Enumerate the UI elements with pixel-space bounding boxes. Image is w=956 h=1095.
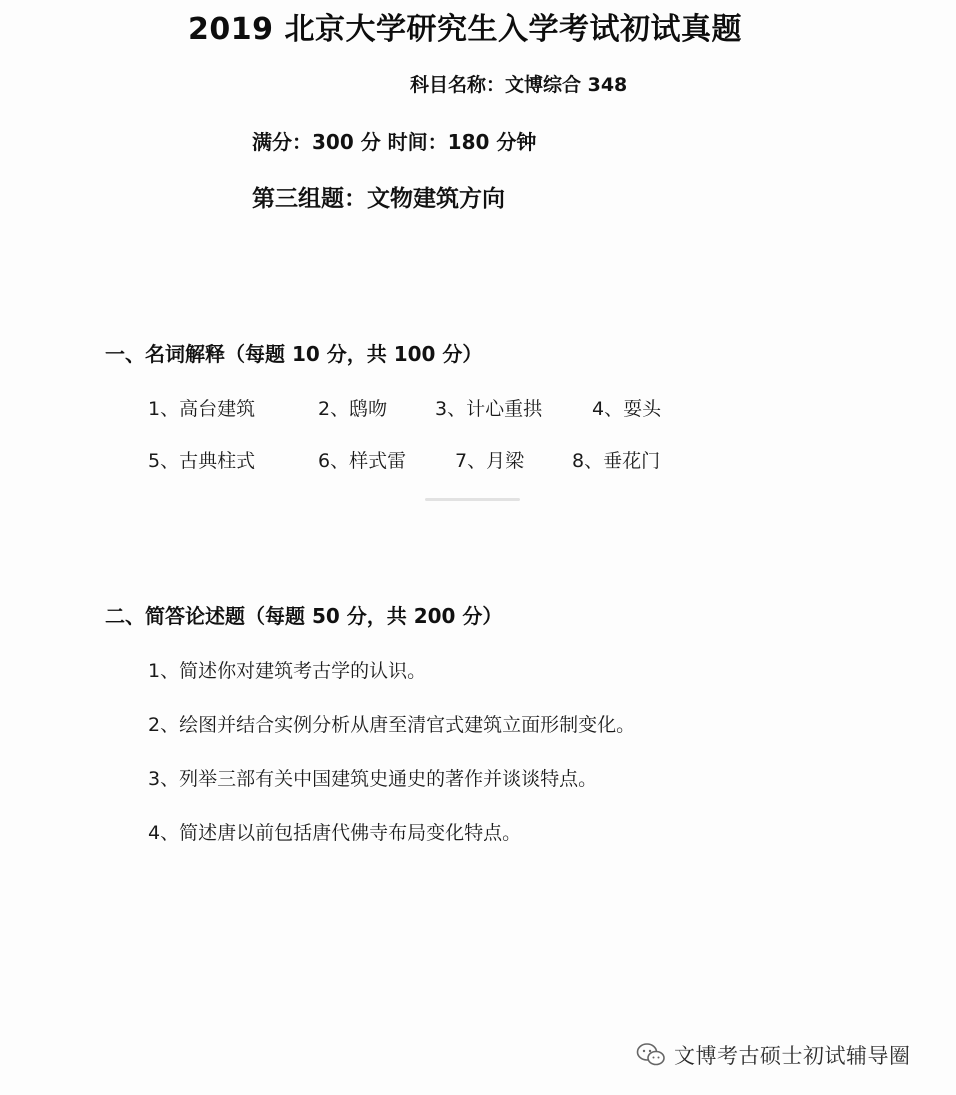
term-item: 6、样式雷: [318, 450, 407, 472]
page-title: 2019 北京大学研究生入学考试初试真题: [188, 12, 742, 47]
score-time-line: 满分：300 分 时间：180 分钟: [252, 130, 537, 154]
subject-line: 科目名称：文博综合 348: [410, 74, 628, 96]
term-item: 5、古典柱式: [148, 450, 256, 472]
wechat-icon: [636, 1042, 666, 1068]
section2-heading: 二、简答论述题（每题 50 分，共 200 分）: [105, 604, 503, 628]
scan-smudge: [425, 498, 520, 501]
term-item: 8、垂花门: [572, 450, 661, 472]
term-item: 3、计心重拱: [435, 398, 543, 420]
term-item: 2、鸱吻: [318, 398, 388, 420]
watermark: [636, 1040, 911, 1070]
section1-heading: 一、名词解释（每题 10 分，共 100 分）: [105, 342, 483, 366]
question-item: 1、简述你对建筑考古学的认识。: [148, 660, 427, 682]
term-item: 7、月梁: [455, 450, 525, 472]
question-item: 3、列举三部有关中国建筑史通史的著作并谈谈特点。: [148, 768, 598, 790]
term-item: 1、高台建筑: [148, 398, 256, 420]
term-item: 4、耍头: [592, 398, 662, 420]
group-title: 第三组题：文物建筑方向: [252, 186, 505, 212]
question-item: 2、绘图并结合实例分析从唐至清官式建筑立面形制变化。: [148, 714, 636, 736]
watermark-text: 文博考古硕士初试辅导圈: [674, 1044, 911, 1068]
question-item: 4、简述唐以前包括唐代佛寺布局变化特点。: [148, 822, 522, 844]
